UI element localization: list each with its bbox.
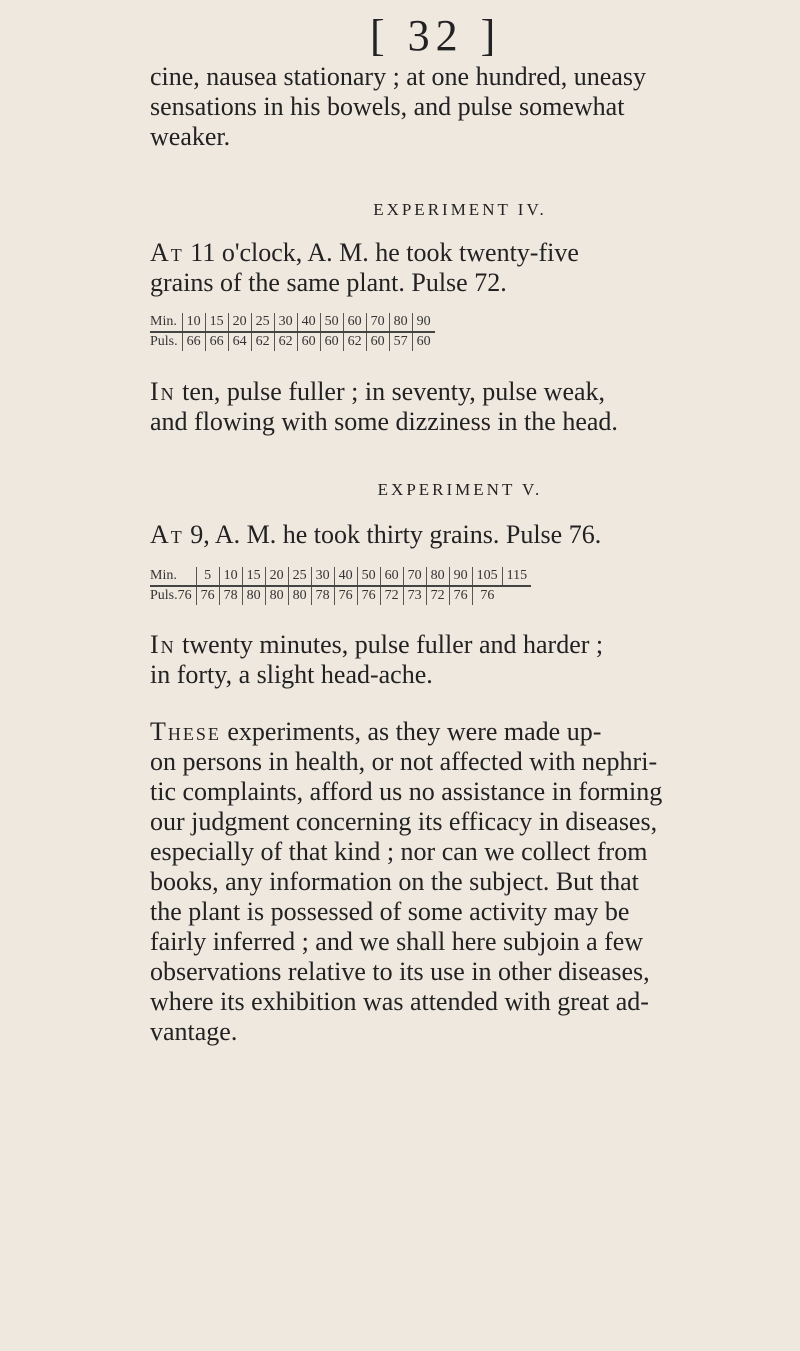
experiment-v-after-lead: In	[150, 630, 176, 659]
experiment-iv-after-line: and flowing with some dizziness in the head.	[150, 407, 618, 436]
minutes-cell: 80	[426, 567, 449, 586]
pulse-cell: 76	[196, 586, 219, 605]
pulse-cell: 60	[412, 332, 435, 351]
minutes-cell: 60	[343, 313, 366, 332]
minutes-label: Min.	[150, 567, 196, 586]
intro-paragraph	[150, 62, 770, 152]
experiment-v-heading-wrap	[150, 480, 770, 500]
minutes-cell: 90	[449, 567, 472, 586]
experiment-v-after-line: In twenty minutes, pulse fuller and harder ;	[150, 630, 604, 659]
experiment-v-paragraph	[150, 520, 770, 550]
minutes-row	[150, 567, 531, 586]
minutes-cell: 115	[502, 567, 531, 586]
pulse-cell: 80	[288, 586, 311, 605]
experiment-iv-lead: At	[150, 238, 184, 267]
closing-line: the plant is possessed of some activity may be	[150, 897, 630, 926]
minutes-cell: 5	[196, 567, 219, 586]
experiment-v-pulse-table	[150, 567, 531, 605]
experiment-iv-after-lead: In	[150, 377, 176, 406]
pulse-label: Puls.	[150, 334, 178, 349]
minutes-cell: 60	[380, 567, 403, 586]
pulse-cell: 66	[182, 332, 205, 351]
pulse-row	[150, 332, 435, 351]
experiment-iv-table-wrap	[150, 313, 435, 351]
minutes-cell: 70	[366, 313, 389, 332]
pulse-cell: 62	[274, 332, 297, 351]
closing-line: especially of that kind ; nor can we collect from	[150, 837, 648, 866]
minutes-cell: 20	[228, 313, 251, 332]
minutes-cell: 15	[205, 313, 228, 332]
closing-lead: These	[150, 717, 221, 746]
experiment-v-table-wrap	[150, 567, 531, 605]
minutes-label: Min.	[150, 313, 182, 332]
experiment-iv-heading-wrap	[150, 200, 770, 220]
pulse-cell: 78	[311, 586, 334, 605]
closing-line: our judgment concerning its efficacy in diseases,	[150, 807, 658, 836]
minutes-cell: 25	[251, 313, 274, 332]
pulse-cell: 73	[403, 586, 426, 605]
minutes-cell: 15	[242, 567, 265, 586]
experiment-iv-after-paragraph	[150, 377, 770, 437]
pulse-cell: 62	[251, 332, 274, 351]
pulse-cell: 76	[357, 586, 380, 605]
minutes-cell: 50	[320, 313, 343, 332]
closing-paragraph	[150, 717, 775, 1047]
pulse-cell: 66	[205, 332, 228, 351]
experiment-iv-after-line: In ten, pulse fuller ; in seventy, pulse weak,	[150, 377, 606, 406]
experiment-iv-line: At 11 o'clock, A. M. he took twenty-five	[150, 238, 579, 267]
pulse-cell: 60	[320, 332, 343, 351]
minutes-cell: 30	[311, 567, 334, 586]
intro-line: sensations in his bowels, and pulse somewhat	[150, 92, 625, 121]
pulse-label: Puls.76	[150, 588, 192, 603]
minutes-cell: 30	[274, 313, 297, 332]
intro-line: cine, nausea stationary ; at one hundred, uneasy	[150, 62, 646, 91]
minutes-cell: 20	[265, 567, 288, 586]
pulse-cell: 80	[265, 586, 288, 605]
minutes-cell: 80	[389, 313, 412, 332]
experiment-iv-paragraph	[150, 238, 770, 298]
closing-line: on persons in health, or not affected with nephri-	[150, 747, 658, 776]
experiment-v-heading: EXPERIMENT V.	[377, 480, 543, 499]
pulse-cell: 64	[228, 332, 251, 351]
pulse-cell: 80	[242, 586, 265, 605]
minutes-cell: 10	[182, 313, 205, 332]
pulse-row	[150, 586, 531, 605]
experiment-v-after-paragraph	[150, 630, 770, 690]
minutes-cell: 105	[472, 567, 502, 586]
minutes-cell: 70	[403, 567, 426, 586]
minutes-row	[150, 313, 435, 332]
pulse-cell: 57	[389, 332, 412, 351]
minutes-cell: 40	[297, 313, 320, 332]
experiment-v-lead: At	[150, 520, 184, 549]
closing-line: fairly inferred ; and we shall here subjoin a few	[150, 927, 644, 956]
experiment-iv-pulse-table	[150, 313, 435, 351]
pulse-cell: 72	[426, 586, 449, 605]
experiment-iv-line: grains of the same plant. Pulse 72.	[150, 268, 507, 297]
minutes-cell: 50	[357, 567, 380, 586]
closing-line: These experiments, as they were made up-	[150, 717, 602, 746]
pulse-cell: 62	[343, 332, 366, 351]
pulse-cell: 78	[219, 586, 242, 605]
pulse-cell: 76	[449, 586, 472, 605]
closing-line: books, any information on the subject. But that	[150, 867, 639, 896]
experiment-v-after-line: in forty, a slight head-ache.	[150, 660, 433, 689]
pulse-cell: 76	[472, 586, 502, 605]
closing-line: tic complaints, afford us no assistance in forming	[150, 777, 663, 806]
pulse-cell: 60	[297, 332, 320, 351]
minutes-cell: 40	[334, 567, 357, 586]
pulse-cell: 60	[366, 332, 389, 351]
closing-line: where its exhibition was attended with great ad-	[150, 987, 649, 1016]
experiment-v-line: At 9, A. M. he took thirty grains. Pulse 76.	[150, 520, 602, 549]
intro-line: weaker.	[150, 122, 231, 151]
pulse-cell: 72	[380, 586, 403, 605]
closing-line: observations relative to its use in other diseases,	[150, 957, 650, 986]
minutes-cell: 90	[412, 313, 435, 332]
minutes-cell: 25	[288, 567, 311, 586]
minutes-cell: 10	[219, 567, 242, 586]
experiment-iv-heading: EXPERIMENT IV.	[373, 200, 547, 219]
pulse-cell: 76	[334, 586, 357, 605]
closing-line: vantage.	[150, 1017, 238, 1046]
page-number: [ 32 ]	[370, 11, 502, 60]
